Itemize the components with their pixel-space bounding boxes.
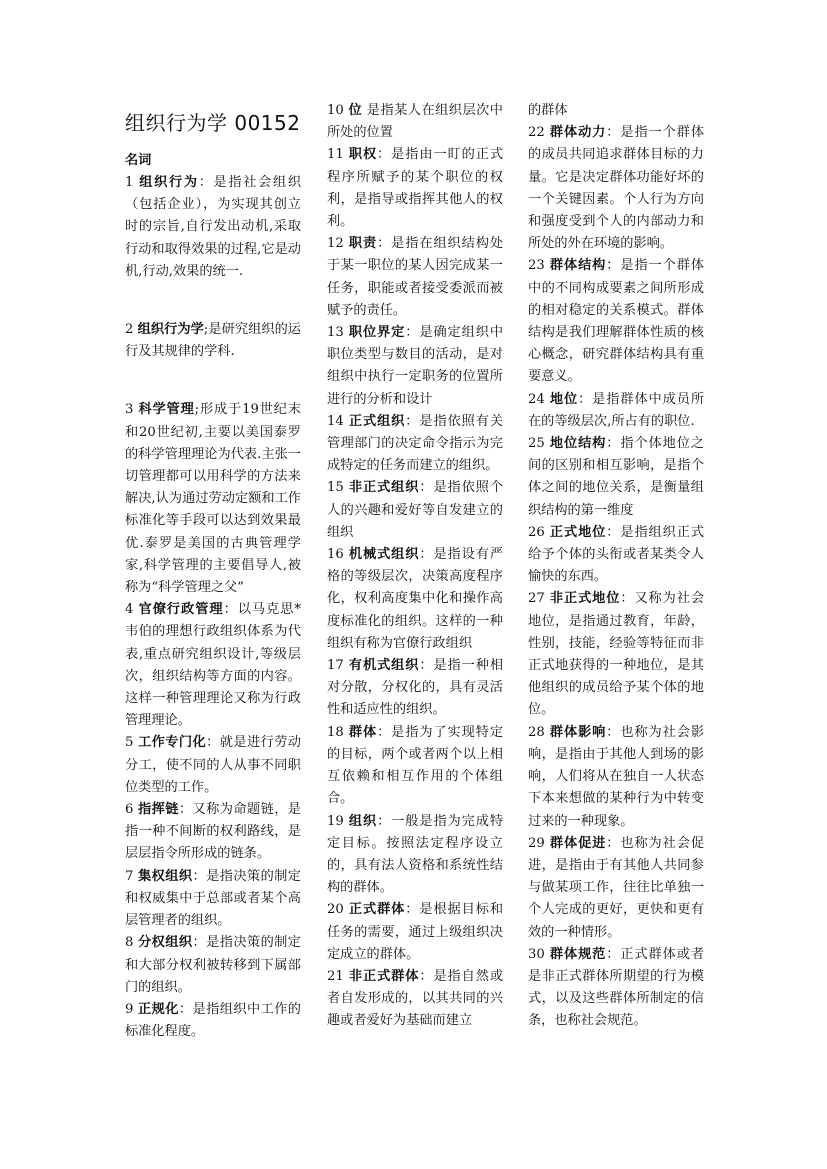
entry-number: 21: [327, 968, 344, 984]
entry-term: 组织行为: [139, 175, 199, 190]
glossary-entry: [528, 722, 704, 833]
glossary-entry: [125, 399, 301, 599]
entry-list-col1: [125, 172, 301, 1043]
entry-term: 群体促进: [549, 835, 607, 851]
entry-definition: 是指某人在组织层次中所处的位置: [327, 103, 503, 141]
entry-definition: ;是研究组织的运行及其规律的学科.: [125, 322, 301, 360]
entry-number: 9: [125, 1001, 134, 1017]
glossary-entry: [528, 833, 704, 944]
entry-number: 1: [125, 175, 134, 190]
column-3: [528, 100, 704, 1033]
entry-term: 组织行为学: [137, 322, 204, 338]
document-title: 组织行为学 00152: [125, 111, 301, 135]
entry-term: 职位界定: [348, 325, 406, 341]
entry-number: 13: [327, 325, 344, 341]
glossary-entry: [327, 233, 503, 322]
entry-term: 非正式群体: [348, 968, 420, 984]
entry-gap: [125, 363, 301, 399]
glossary-entry: [125, 732, 301, 799]
column-2: [327, 100, 503, 1033]
entry-definition: ：是指自然或者自发形成的，以其共同的兴趣或者爱好为基础而建立: [327, 968, 504, 1029]
entry-term: 正式群体: [348, 902, 406, 918]
entry-number: 14: [327, 413, 344, 429]
entry-definition: ：是指决策的制定和大部分权利被转移到下属部门的组织。: [125, 935, 301, 995]
entry-definition: ：也称为社会影响，是指由于其他人到场的影响，人们将从在独自一人状态下本来想做的某种行为中转变过来的一种现象。: [528, 724, 705, 829]
entry-definition: ：以马克思*韦伯的理想行政组织体系为代表,重点研究组织设计,等级层次，组织结构等方面的内容。这样一种管理理论又称为行政管理理论。: [125, 602, 301, 729]
glossary-entry: [327, 811, 503, 900]
entry-list-col3: [528, 100, 704, 1033]
entry-definition: ：指个体地位之间的区别和相互影响，是指个体之间的地位关系，是衡量组织结构的第一维度: [528, 436, 705, 518]
glossary-entry: [125, 866, 301, 933]
entry-term: 工作专门化: [138, 735, 207, 751]
entry-term: 正式组织: [348, 413, 406, 429]
entry-term: 分权组织: [138, 935, 193, 951]
entry-definition: ：是指为了实现特定的目标，两个或者两个以上相互依赖和相互作用的个体组合。: [327, 724, 504, 807]
glossary-entry: [125, 319, 301, 363]
entry-definition: ：是确定组织中职位类型与数目的活动，是对组织中执行一定职务的位置所进行的分析和设计: [327, 325, 504, 407]
glossary-entry: [528, 433, 704, 522]
entry-number: 16: [327, 547, 344, 563]
glossary-entry: [327, 477, 503, 544]
entry-definition: ：是指社会组织（包括企业），为实现其创立时的宗旨,自行发出动机,采取行动和取得效果的过程,它是动机,行动,效果的统一.: [125, 175, 302, 279]
entry-term: 职责: [348, 236, 378, 252]
glossary-entry: [327, 144, 503, 233]
glossary-entry: [528, 100, 704, 122]
entry-definition: ：就是进行劳动分工，使不同的人从事不同职位类型的工作。: [125, 735, 301, 795]
entry-number: 11: [327, 147, 344, 163]
entry-term: 位: [348, 103, 363, 118]
entry-definition: ：是指在组织结构处于某一职位的某人因完成某一任务，职能或者接受委派而被赋予的责任。: [327, 236, 504, 318]
entry-term: 群体影响: [549, 724, 607, 740]
glossary-entry: [528, 122, 704, 255]
entry-definition: ：是指组织正式给予个体的头衔或者某类令人愉快的东西。: [528, 524, 705, 585]
entry-definition: ：又称为社会地位，是指通过教育，年龄，性别，技能，经验等特征而非正式地获得的一种地位，是其他组织的成员给予某个体的地位。: [528, 591, 705, 718]
entry-definition: ：正式群体或者是非正式群体所期望的行为模式，以及这些群体所制定的信条，也称社会规范。: [528, 946, 705, 1029]
section-heading: 名词: [125, 153, 152, 168]
glossary-entry: [528, 588, 704, 721]
entry-number: 25: [528, 436, 545, 452]
entry-number: 10: [327, 103, 344, 118]
entry-number: 29: [528, 835, 545, 851]
entry-list-col2: [327, 100, 503, 1033]
entry-number: 12: [327, 236, 344, 252]
entry-term: 群体动力: [549, 125, 607, 141]
entry-term: 正规化: [138, 1001, 179, 1017]
entry-definition: ：是指决策的制定和权威集中于总部或者某个高层管理者的组织。: [125, 868, 301, 929]
glossary-entry: [528, 944, 704, 1033]
glossary-entry: [327, 411, 503, 478]
glossary-entry: [327, 966, 503, 1033]
entry-number: 22: [528, 125, 545, 141]
entry-definition: ：又称为命题链，是指一种不间断的权利路线，是层层指令所形成的链条。: [125, 802, 301, 862]
entry-number: 23: [528, 258, 545, 274]
glossary-entry: [327, 322, 503, 411]
entry-term: 正式地位: [549, 524, 607, 540]
entry-term: 非正式组织: [348, 480, 420, 496]
entry-number: 26: [528, 524, 545, 540]
entry-number: 2: [125, 322, 134, 338]
entry-definition: ：也称为社会促进，是指由于有其他人共同参与做某项工作，往往比单独一个人完成的更好，更快和更有效的一种情形。: [528, 835, 705, 940]
entry-term: 组织: [348, 813, 378, 829]
entry-term: 有机式组织: [348, 658, 420, 674]
entry-definition: 的群体: [528, 103, 568, 118]
entry-number: 28: [528, 724, 545, 740]
entry-definition: ：是指群体中成员所在的等级层次,所占有的职位.: [528, 391, 705, 429]
entry-number: 18: [327, 724, 344, 740]
glossary-entry: [528, 255, 704, 388]
entry-definition: ：是指一个群体中的不同构成要素之间所形成的相对稳定的关系模式。群体结构是我们理解群体性质的核心概念，研究群体结构具有重要意义。: [528, 258, 705, 385]
entry-term: 地位结构: [549, 436, 607, 452]
entry-term: 集权组织: [138, 868, 193, 884]
entry-term: 官僚行政管理: [138, 602, 224, 618]
entry-term: 职权: [348, 147, 378, 163]
glossary-entry: [125, 599, 301, 732]
entry-number: 30: [528, 946, 545, 962]
entry-definition: ：是指一种相对分散，分权化的，具有灵活性和适应性的组织。: [327, 658, 504, 718]
entry-number: 7: [125, 868, 134, 884]
glossary-entry: [528, 389, 704, 433]
entry-definition: ：是指依照个人的兴趣和爱好等自发建立的组织: [327, 480, 504, 540]
entry-term: 非正式地位: [549, 591, 621, 607]
glossary-entry: [125, 799, 301, 866]
entry-number: 4: [125, 602, 134, 618]
entry-number: 27: [528, 591, 545, 607]
entry-definition: ：是指由一盯的正式程序所赋予的某个职位的权利，是指导或指挥其他人的权利。: [327, 147, 504, 230]
entry-number: 20: [327, 902, 344, 918]
glossary-entry: [327, 100, 503, 144]
entry-definition: ：是指组织中工作的标准化程度。: [125, 1001, 301, 1040]
glossary-entry: [327, 655, 503, 722]
entry-number: 8: [125, 935, 134, 951]
column-1: [125, 110, 301, 1043]
glossary-entry: [125, 999, 301, 1043]
entry-term: 指挥链: [138, 802, 179, 818]
entry-term: 机械式组织: [348, 547, 420, 563]
glossary-entry: [125, 172, 301, 283]
glossary-entry: [125, 932, 301, 999]
glossary-entry: [327, 544, 503, 655]
entry-number: 15: [327, 480, 344, 496]
entry-term: 群体: [348, 724, 378, 740]
entry-definition: ：是指依照有关管理部门的决定命令指示为完成特定的任务而建立的组织。: [327, 413, 504, 474]
entry-number: 5: [125, 735, 134, 751]
entry-definition: ;形成于19世纪末和20世纪初,主要以美国泰罗的科学管理理论为代表.主张一切管理都可以用科学的方法来解决,认为通过劳动定额和工作标准化等手段可以达到效果最优.泰罗是美国的古典管理学家,科学管理的主要倡导人,被称为“科学管理之父”: [125, 402, 301, 596]
glossary-entry: [528, 522, 704, 589]
entry-definition: ：是指设有严格的等级层次，决策高度程序化，权利高度集中化和操作高度标准化的组织。这样的一种组织有称为官僚行政组织: [327, 547, 504, 651]
entry-definition: ：是指一个群体的成员共同追求群体目标的力量。它是决定群体功能好坏的一个关键因素。个人行为方向和强度受到个人的内部动力和所处的外在环境的影响。: [528, 125, 705, 252]
entry-term: 群体结构: [549, 258, 607, 274]
entry-gap: [125, 283, 301, 319]
entry-number: 6: [125, 802, 134, 818]
entry-definition: ：一般是指为完成特定目标。按照法定程序设立的，具有法人资格和系统性结构的群体。: [327, 813, 504, 896]
entry-term: 群体规范: [549, 946, 607, 962]
glossary-entry: [327, 899, 503, 966]
entry-number: 17: [327, 658, 344, 674]
entry-number: 24: [528, 391, 545, 407]
glossary-entry: [327, 722, 503, 811]
entry-number: 3: [125, 402, 134, 418]
entry-number: 19: [327, 813, 344, 829]
entry-definition: ：是根据目标和任务的需要，通过上级组织决定成立的群体。: [327, 902, 504, 962]
entry-term: 地位: [549, 391, 579, 407]
entry-term: 科学管理: [138, 402, 195, 418]
